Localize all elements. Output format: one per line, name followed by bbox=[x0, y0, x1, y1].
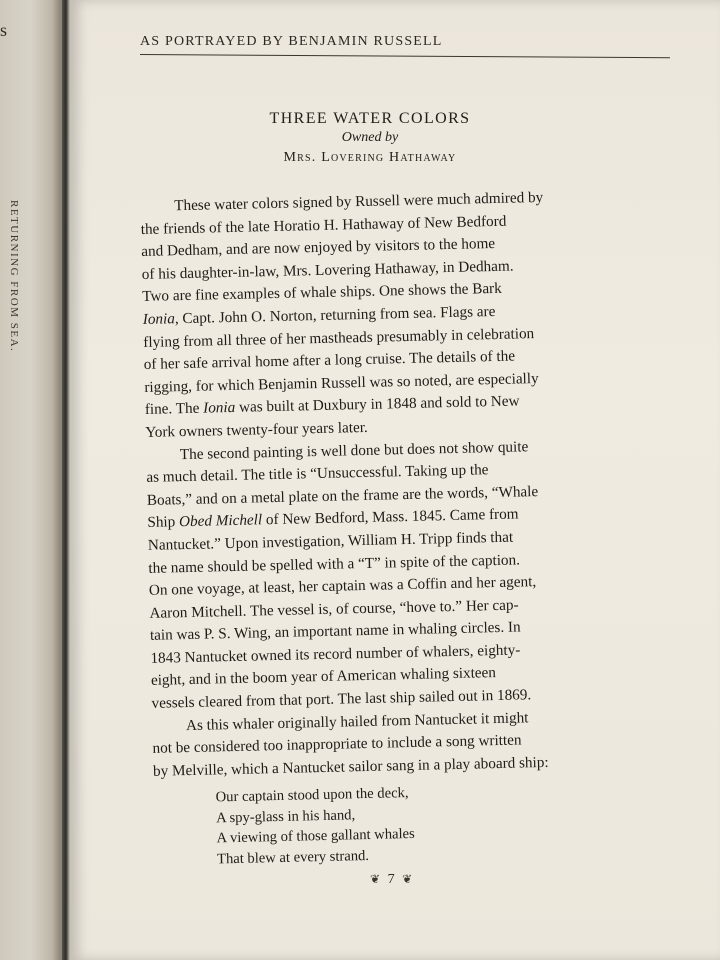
body-text bbox=[140, 183, 715, 871]
folio-left-ornament: ❦ bbox=[370, 872, 383, 886]
running-head-rule bbox=[140, 54, 670, 58]
text-line: Boats,” and on a metal plate on the frame are the words, “Whale bbox=[146, 482, 539, 509]
verse-line: A spy-glass in his hand, bbox=[215, 807, 356, 827]
text-line: not be considered too inappropriate to include a song written bbox=[152, 731, 522, 758]
folio-number: 7 bbox=[387, 872, 397, 887]
page-number bbox=[370, 872, 414, 888]
text-line: These water colors signed by Russell were much admired by bbox=[174, 188, 544, 215]
text-line: York owners twenty-four years later. bbox=[145, 418, 368, 441]
verse-line: That blew at every strand. bbox=[216, 847, 370, 868]
text-line: rigging, for which Benjamin Russell was so noted, are especially bbox=[144, 369, 539, 396]
text-line: tain was P. S. Wing, an important name in whaling circles. In bbox=[149, 618, 521, 645]
text-line: vessels cleared from that port. The last ship sailed out in 1869. bbox=[151, 686, 532, 712]
section-title-block bbox=[140, 110, 600, 166]
verse-line: Our captain stood upon the deck, bbox=[215, 785, 409, 806]
text-line: the name should be spelled with a “T” in spite of the caption. bbox=[148, 550, 521, 577]
text-line: and Dedham, and are now enjoyed by visitors to the home bbox=[141, 235, 496, 261]
text-line: The second painting is well done but does not show quite bbox=[179, 437, 529, 463]
book-page bbox=[70, 0, 720, 960]
text-line: of her safe arrival home after a long cruise. The details of the bbox=[143, 347, 516, 374]
verse-block bbox=[153, 777, 715, 872]
section-subtitle-owned-by: Owned by bbox=[341, 130, 399, 145]
text-line: As this whaler originally hailed from Nantucket it might bbox=[185, 708, 529, 734]
running-head: AS PORTRAYED BY BENJAMIN RUSSELL bbox=[140, 34, 443, 49]
left-page-edge bbox=[0, 0, 62, 960]
text-line: by Melville, which a Nantucket sailor sang in a play aboard ship: bbox=[152, 753, 549, 780]
section-owner-name: Mrs. Lovering Hathaway bbox=[283, 150, 457, 165]
text-line: On one voyage, at least, her captain was a Coffin and her agent, bbox=[148, 573, 537, 599]
text-line: 1843 Nantucket owned its record number of whalers, eighty- bbox=[150, 641, 521, 667]
text-line: Ionia, Capt. John O. Norton, returning from sea. Flags are bbox=[142, 302, 496, 328]
text-line: the friends of the late Horatio H. Hathaway of New Bedford bbox=[140, 212, 507, 238]
left-page-corner-letter: s bbox=[0, 20, 8, 40]
text-line: eight, and in the boom year of American whaling sixteen bbox=[150, 664, 497, 690]
verse-line: A viewing of those gallant whales bbox=[216, 826, 415, 847]
section-title: THREE WATER COLORS bbox=[269, 110, 471, 127]
text-line: flying from all three of her mastheads presumably in celebration bbox=[143, 324, 535, 351]
text-line: fine. The Ionia was built at Duxbury in 1848 and sold to New bbox=[144, 392, 520, 419]
text-line: Aaron Mitchell. The vessel is, of course, “hove to.” Her cap- bbox=[149, 596, 519, 622]
text-line: Ship Obed Michell of New Bedford, Mass. 1845. Came from bbox=[147, 505, 519, 532]
text-line: Two are fine examples of whale ships. One shows the Bark bbox=[142, 280, 502, 306]
left-page-fold-text: RETURNING FROM SEA. bbox=[8, 200, 20, 353]
text-line: as much detail. The title is “Unsuccessful. Taking up the bbox=[146, 461, 489, 487]
text-line: Nantucket.” Upon investigation, William H. Tripp finds that bbox=[147, 528, 514, 554]
text-line: of his daughter-in-law, Mrs. Lovering Hathaway, in Dedham. bbox=[141, 257, 514, 283]
folio-right-ornament: ❦ bbox=[402, 872, 415, 886]
